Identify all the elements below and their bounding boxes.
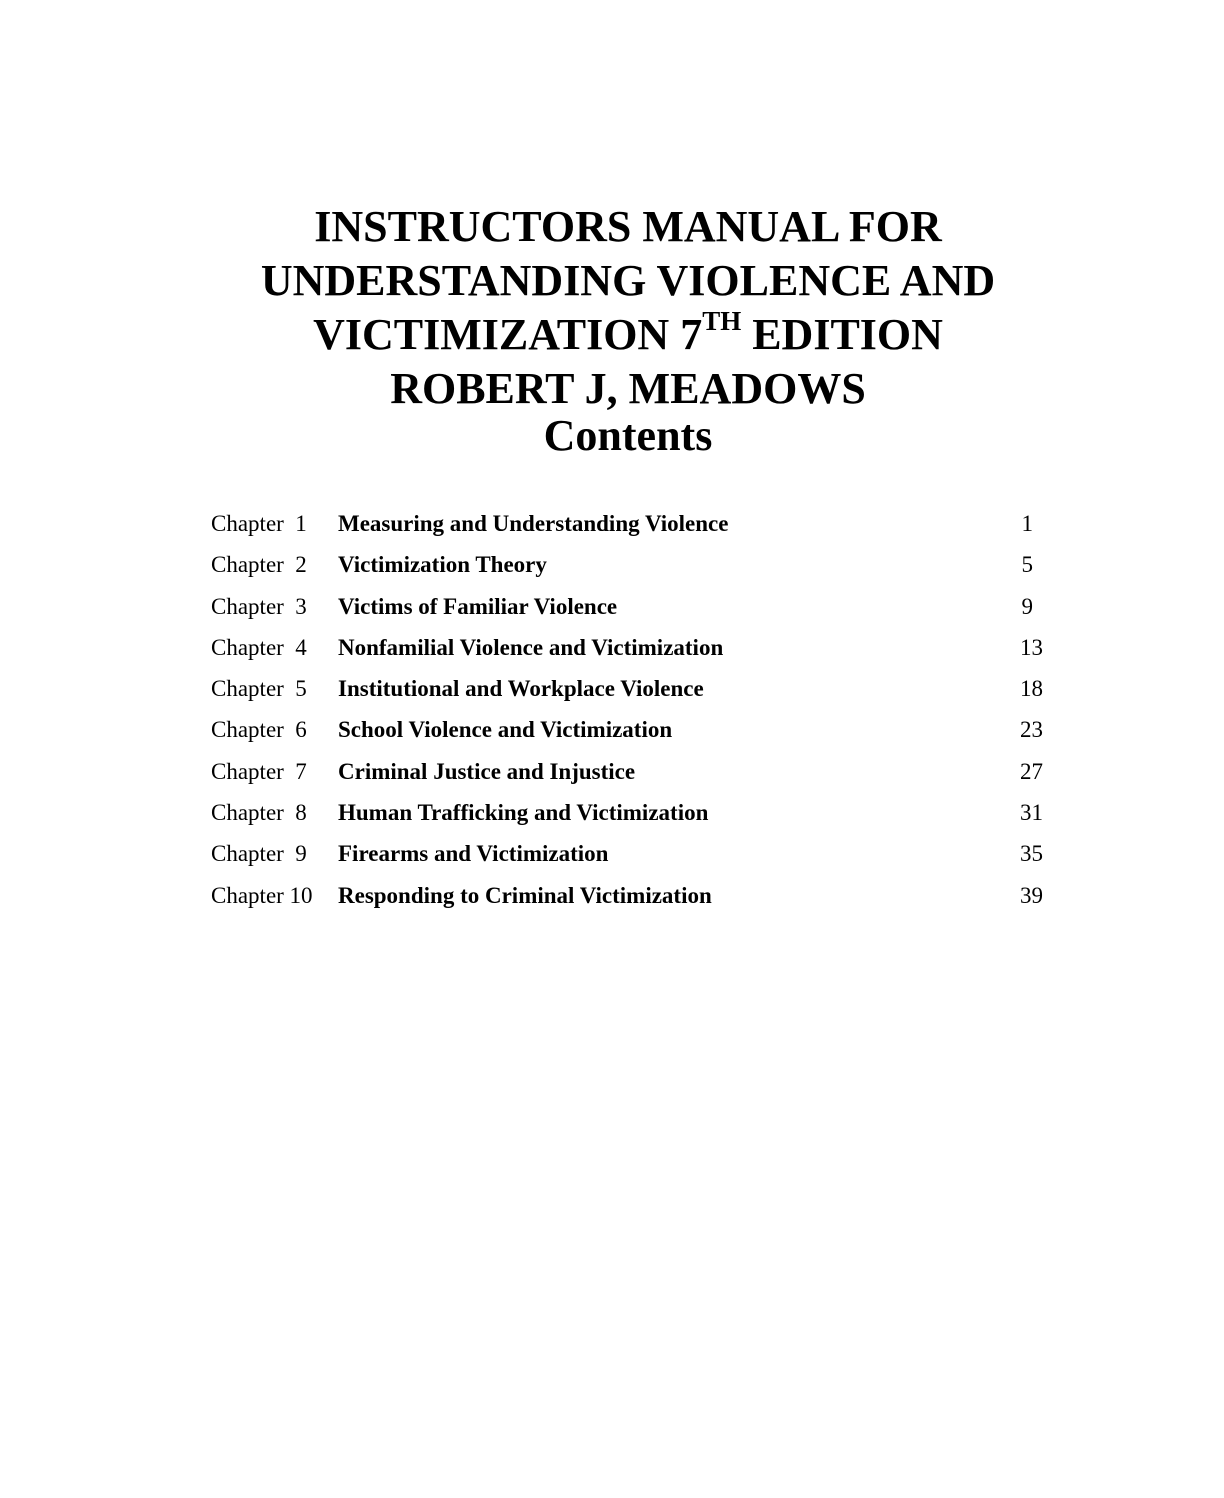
toc-chapter-title: Criminal Justice and Injustice — [338, 758, 636, 784]
title-line-1: INSTRUCTORS MANUAL FOR — [314, 202, 942, 251]
toc-chapter-title: Human Trafficking and Victimization — [338, 800, 709, 826]
toc-row[interactable] — [211, 588, 1043, 629]
edition-superscript: TH — [702, 306, 742, 337]
toc-page-number: 9 — [1021, 593, 1033, 619]
contents-heading: Contents — [543, 411, 713, 460]
title-line-3-start: VICTIMIZATION 7 — [313, 310, 703, 359]
toc-chapter-label: Chapter 3 — [211, 593, 307, 619]
title-line-3-end: EDITION — [741, 310, 943, 359]
toc-chapter-label: Chapter 5 — [211, 676, 307, 702]
toc-page-number: 23 — [1020, 717, 1043, 743]
toc-page-number: 27 — [1020, 758, 1043, 784]
document-title — [0, 200, 1224, 416]
toc-chapter-label: Chapter 6 — [211, 717, 307, 743]
toc-chapter-title: Responding to Criminal Victimization — [338, 882, 712, 908]
toc-page-number: 1 — [1021, 511, 1033, 536]
toc-chapter-label: Chapter 1 — [211, 511, 307, 536]
toc-page-number: 5 — [1021, 552, 1033, 578]
toc-chapter-label: Chapter 4 — [211, 634, 307, 660]
author-line: ROBERT J, MEADOWS — [390, 364, 866, 413]
toc-chapter-title: Victims of Familiar Violence — [338, 593, 618, 619]
toc-chapter-title: Measuring and Understanding Violence — [338, 511, 729, 536]
toc-row[interactable] — [211, 670, 1043, 711]
toc-chapter-label: Chapter 8 — [211, 800, 307, 826]
toc-chapter-label: Chapter 7 — [211, 758, 307, 784]
title-line-2: UNDERSTANDING VIOLENCE AND — [260, 256, 996, 305]
title-line-3 — [0, 308, 1224, 362]
toc-row[interactable] — [211, 711, 1043, 752]
toc-page-number: 35 — [1020, 841, 1043, 867]
toc-chapter-title: School Violence and Victimization — [338, 717, 673, 743]
toc-chapter-title: Nonfamilial Violence and Victimization — [338, 634, 724, 660]
toc-chapter-title: Institutional and Workplace Violence — [338, 676, 704, 702]
toc-row[interactable] — [211, 877, 1043, 918]
toc-row[interactable] — [211, 546, 1043, 587]
toc-chapter-label: Chapter 9 — [211, 841, 307, 867]
toc-chapter-title: Victimization Theory — [338, 552, 547, 578]
toc-page-number: 39 — [1020, 882, 1043, 908]
toc-chapter-label: Chapter 10 — [211, 882, 313, 908]
toc-row[interactable] — [211, 629, 1043, 670]
toc-row[interactable] — [211, 835, 1043, 876]
toc-row[interactable] — [211, 753, 1043, 794]
toc-page-number: 13 — [1020, 634, 1043, 660]
toc-row[interactable] — [211, 505, 1043, 546]
toc-row[interactable] — [211, 794, 1043, 835]
toc-chapter-title: Firearms and Victimization — [338, 841, 609, 867]
table-of-contents — [211, 505, 1043, 918]
toc-page-number: 31 — [1020, 800, 1043, 826]
toc-page-number: 18 — [1020, 676, 1043, 702]
toc-chapter-label: Chapter 2 — [211, 552, 307, 578]
